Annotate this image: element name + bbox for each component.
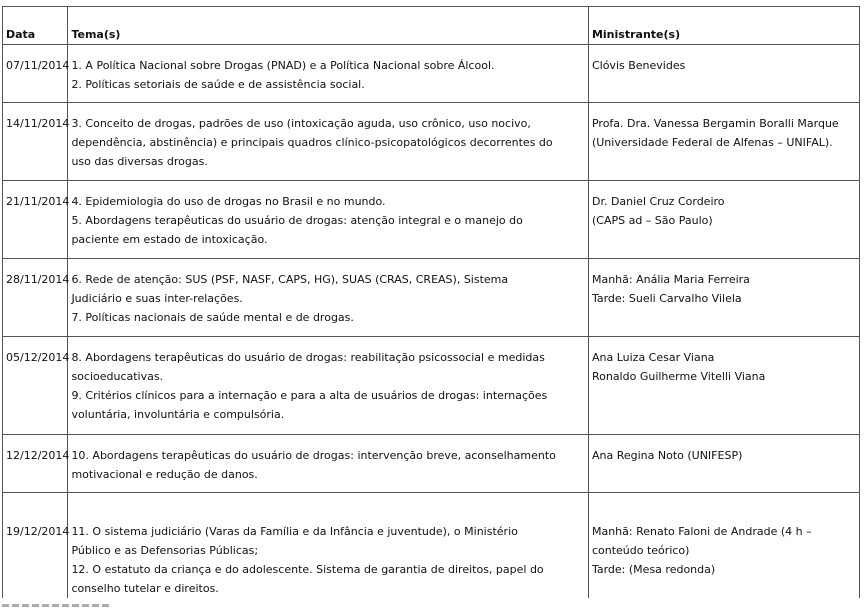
ministrant-line: Profa. Dra. Vanessa Bergamin Boralli Marque bbox=[591, 117, 839, 130]
header-date: Data bbox=[3, 7, 68, 45]
topic-line: 7. Políticas nacionais de saúde mental e de drogas. bbox=[71, 311, 354, 324]
topic-cell bbox=[68, 259, 589, 337]
date-text: 07/11/2014 bbox=[6, 59, 70, 72]
topic-cell bbox=[68, 45, 589, 103]
date-text: 28/11/2014 bbox=[6, 273, 70, 286]
topic-line: 5. Abordagens terapêuticas do usuário de drogas: atenção integral e o manejo do bbox=[71, 214, 523, 227]
topic-line: 9. Critérios clínicos para a internação e para a alta de usuários de drogas: internações bbox=[71, 389, 548, 402]
topic-line: paciente em estado de intoxicação. bbox=[71, 233, 268, 246]
ministrant-line: Manhã: Renato Faloni de Andrade (4 h – bbox=[591, 525, 812, 538]
date-text: 21/11/2014 bbox=[6, 195, 70, 208]
ministrant-line: Tarde: (Mesa redonda) bbox=[591, 563, 716, 576]
date-cell bbox=[3, 435, 68, 493]
topic-line: 11. O sistema judiciário (Varas da Família e da Infância e juventude), o Ministério bbox=[71, 525, 518, 538]
ministrant-line: Tarde: Sueli Carvalho Vilela bbox=[591, 292, 742, 305]
table-row bbox=[3, 435, 860, 493]
date-cell bbox=[3, 493, 68, 599]
ministrant-line: Ana Luiza Cesar Viana bbox=[591, 351, 715, 364]
topic-cell bbox=[68, 435, 589, 493]
ministrant-line: Manhã: Anália Maria Ferreira bbox=[591, 273, 750, 286]
topic-line: 1. A Política Nacional sobre Drogas (PNAD) e a Política Nacional sobre Álcool. bbox=[71, 59, 495, 72]
ministrant-cell bbox=[588, 337, 859, 435]
ministrant-line: Clóvis Benevides bbox=[591, 59, 686, 72]
topic-cell bbox=[68, 493, 589, 599]
topic-line: uso das diversas drogas. bbox=[71, 155, 208, 168]
topic-line: voluntária, involuntária e compulsória. bbox=[71, 408, 285, 421]
topic-cell bbox=[68, 103, 589, 181]
ministrant-cell bbox=[588, 181, 859, 259]
header-ministrant: Ministrante(s) bbox=[588, 7, 859, 45]
ministrant-line: conteúdo teórico) bbox=[591, 544, 690, 557]
topic-line: conselho tutelar e direitos. bbox=[71, 582, 219, 595]
topic-line: 8. Abordagens terapêuticas do usuário de drogas: reabilitação psicossocial e medidas bbox=[71, 351, 545, 364]
date-cell bbox=[3, 45, 68, 103]
table-row bbox=[3, 103, 860, 181]
ministrant-cell bbox=[588, 493, 859, 599]
date-text: 14/11/2014 bbox=[6, 117, 70, 130]
topic-line: 2. Políticas setoriais de saúde e de assistência social. bbox=[71, 78, 365, 91]
table-row bbox=[3, 181, 860, 259]
topic-line: dependência, abstinência) e principais quadros clínico-psicopatológicos decorrentes do bbox=[71, 136, 553, 149]
ministrant-cell bbox=[588, 45, 859, 103]
date-cell bbox=[3, 103, 68, 181]
topic-line: 4. Epidemiologia do uso de drogas no Brasil e no mundo. bbox=[71, 195, 386, 208]
date-text: 05/12/2014 bbox=[6, 351, 70, 364]
schedule-table bbox=[2, 6, 860, 598]
ministrant-line: Ana Regina Noto (UNIFESP) bbox=[591, 449, 743, 462]
date-text: 12/12/2014 bbox=[6, 449, 70, 462]
ministrant-line: Ronaldo Guilherme Vitelli Viana bbox=[591, 370, 766, 383]
topic-line: Judiciário e suas inter-relações. bbox=[71, 292, 243, 305]
date-cell bbox=[3, 259, 68, 337]
date-cell bbox=[3, 337, 68, 435]
topic-line: 12. O estatuto da criança e do adolescente. Sistema de garantia de direitos, papel do bbox=[71, 563, 544, 576]
cropped-footer-text bbox=[2, 600, 122, 610]
table-row bbox=[3, 337, 860, 435]
table-row bbox=[3, 493, 860, 599]
table-row bbox=[3, 259, 860, 337]
topic-line: socioeducativas. bbox=[71, 370, 164, 383]
ministrant-cell bbox=[588, 103, 859, 181]
date-cell bbox=[3, 181, 68, 259]
header-topic: Tema(s) bbox=[68, 7, 589, 45]
topic-line: 10. Abordagens terapêuticas do usuário de drogas: intervenção breve, aconselhamento bbox=[71, 449, 556, 462]
cropped-text-fragment bbox=[2, 604, 112, 607]
topic-line: Público e as Defensorias Públicas; bbox=[71, 544, 259, 557]
topic-line: 3. Conceito de drogas, padrões de uso (intoxicação aguda, uso crônico, uso nocivo, bbox=[71, 117, 531, 130]
ministrant-cell bbox=[588, 259, 859, 337]
ministrant-line: Dr. Daniel Cruz Cordeiro bbox=[591, 195, 725, 208]
topic-cell bbox=[68, 181, 589, 259]
ministrant-cell bbox=[588, 435, 859, 493]
table-header-row bbox=[3, 7, 860, 45]
topic-line: 6. Rede de atenção: SUS (PSF, NASF, CAPS, HG), SUAS (CRAS, CREAS), Sistema bbox=[71, 273, 509, 286]
topic-cell bbox=[68, 337, 589, 435]
ministrant-line: (CAPS ad – São Paulo) bbox=[591, 214, 713, 227]
ministrant-line: (Universidade Federal de Alfenas – UNIFAL). bbox=[591, 136, 833, 149]
table-row bbox=[3, 45, 860, 103]
topic-line: motivacional e redução de danos. bbox=[71, 468, 258, 481]
date-text: 19/12/2014 bbox=[6, 525, 70, 538]
